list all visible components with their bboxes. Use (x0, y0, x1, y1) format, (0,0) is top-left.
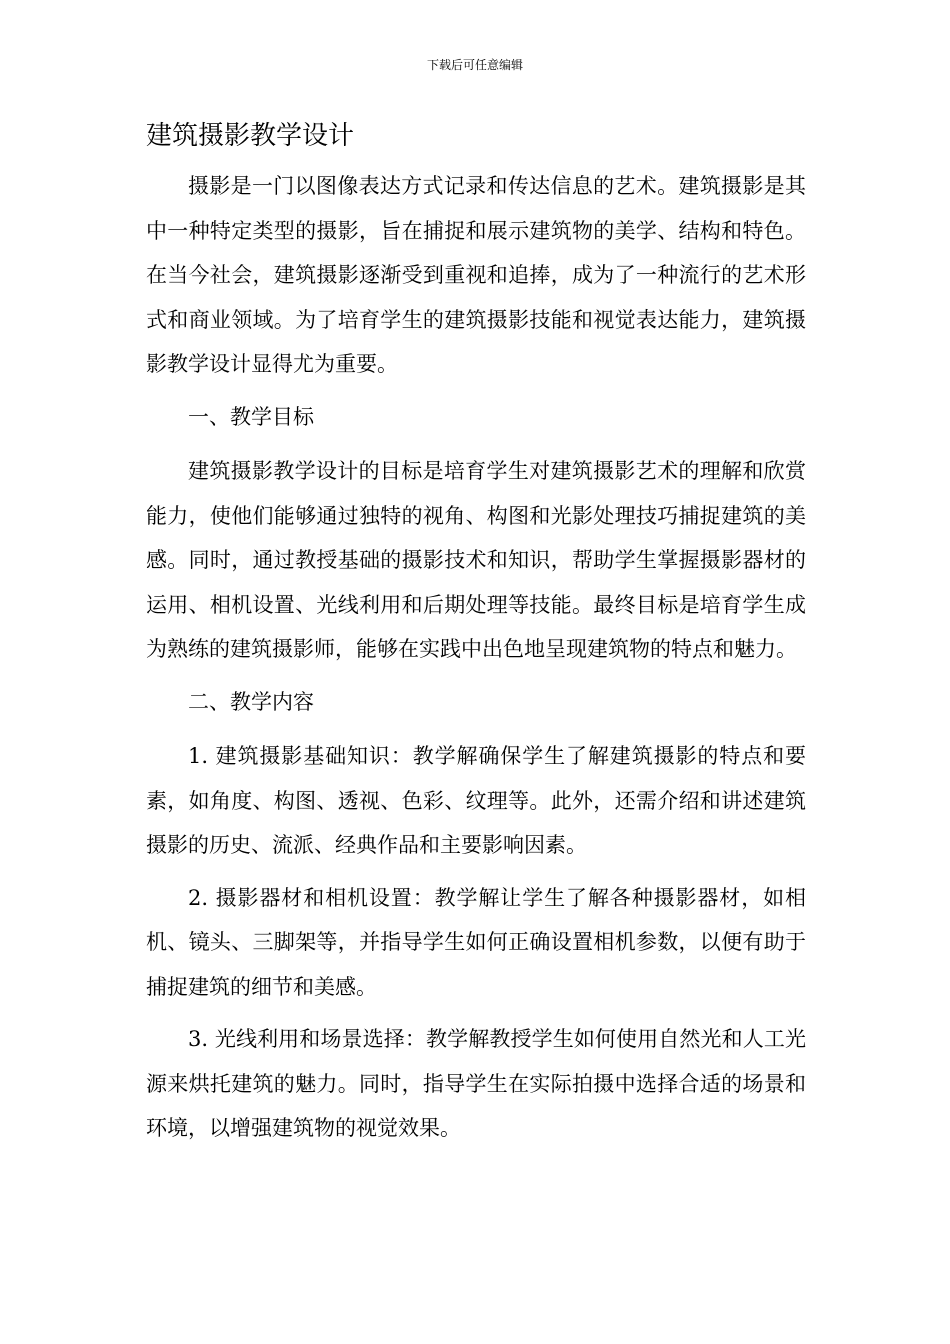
content-item-1: 1. 建筑摄影基础知识：教学解确保学生了解建筑摄影的特点和要素，如角度、构图、透视、色彩、纹理等。此外，还需介绍和讲述建筑摄影的历史、流派、经典作品和主要影响因素。 (146, 744, 806, 857)
intro-paragraph: 摄影是一门以图像表达方式记录和传达信息的艺术。建筑摄影是其中一种特定类型的摄影，旨在捕捉和展示建筑物的美学、结构和特色。在当今社会，建筑摄影逐渐受到重视和追捧，成为了一种流行的艺术形式和商业领域。为了培育学生的建筑摄影技能和视觉表达能力，建筑摄影教学设计显得尤为重要。 (146, 174, 806, 376)
document-title: 建筑摄影教学设计 (146, 121, 355, 151)
document-body (146, 164, 806, 1159)
goals-paragraph: 建筑摄影教学设计的目标是培育学生对建筑摄影艺术的理解和欣赏能力，使他们能够通过独特的视角、构图和光影处理技巧捕捉建筑的美感。同时，通过教授基础的摄影技术和知识，帮助学生掌握摄影器材的运用、相机设置、光线利用和后期处理等技能。最终目标是培育学生成为熟练的建筑摄影师，能够在实践中出色地呈现建筑物的特点和魅力。 (146, 459, 806, 661)
section-heading-goals: 一、教学目标 (188, 404, 314, 429)
content-item-3: 3. 光线利用和场景选择：教学解教授学生如何使用自然光和人工光源来烘托建筑的魅力。同时，指导学生在实际拍摄中选择合适的场景和环境，以增强建筑物的视觉效果。 (146, 1027, 806, 1140)
section-heading-content: 二、教学内容 (188, 689, 314, 714)
content-item-2: 2. 摄影器材和相机设置：教学解让学生了解各种摄影器材，如相机、镜头、三脚架等，并指导学生如何正确设置相机参数，以便有助于捕捉建筑的细节和美感。 (146, 885, 806, 999)
page-header: 下载后可任意编辑 (426, 58, 523, 72)
